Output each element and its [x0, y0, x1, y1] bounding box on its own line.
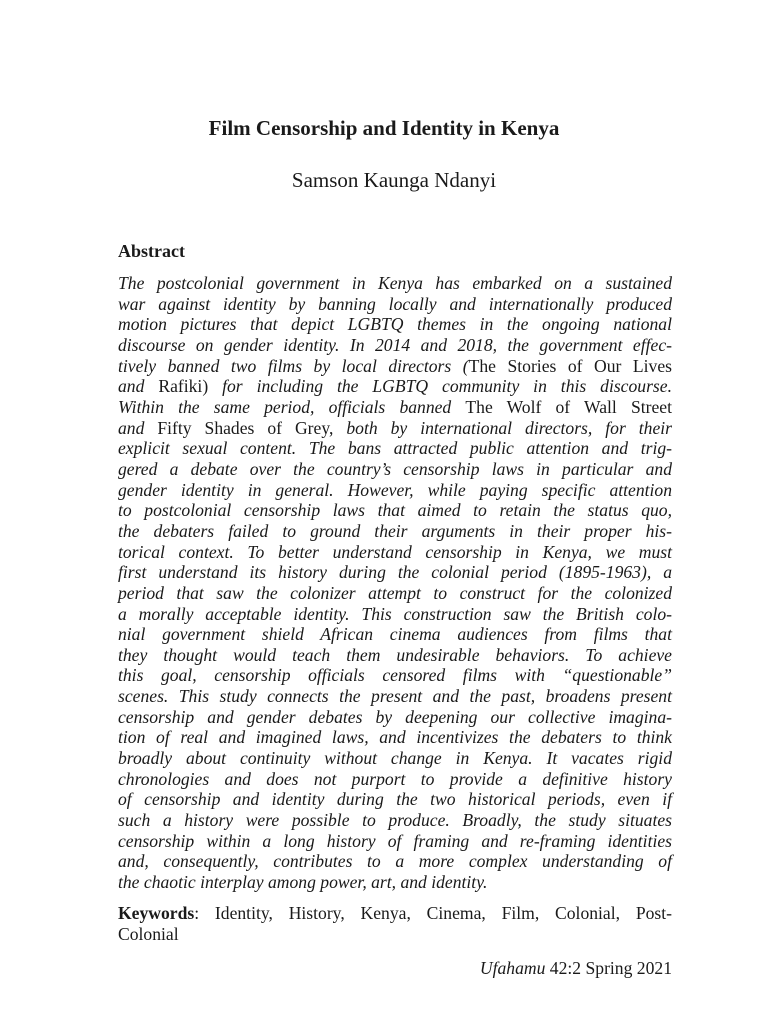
abstract-text: and: [118, 376, 159, 397]
abstract-line: [118, 810, 672, 831]
keywords-list: : Identity, History, Kenya, Cinema, Film, Colonial, Post-: [194, 903, 672, 923]
abstract-text: explicit sexual content. The bans attracted public attention and trig-: [118, 438, 672, 459]
abstract-text: the debaters failed to ground their arguments in their proper his-: [118, 520, 672, 541]
journal-issue: 42:2 Spring 2021: [545, 958, 672, 978]
film-title: ): [202, 376, 223, 397]
abstract-line: [118, 562, 672, 583]
film-title: The Wolf of Wall Street: [465, 396, 672, 417]
keywords-line: [118, 903, 672, 924]
abstract-line: [118, 314, 672, 335]
abstract-text: such a history were possible to produce. Broadly, the study situates: [118, 810, 672, 831]
film-title: The Stories of Our Lives: [468, 355, 672, 376]
abstract-text: of censorship and identity during the two historical periods, even if: [118, 789, 672, 810]
abstract-line: [118, 438, 672, 459]
abstract-text: to postcolonial censorship laws that aimed to retain the status quo,: [118, 500, 672, 521]
abstract-text: nial government shield African cinema audiences from films that: [118, 624, 672, 645]
abstract-line: [118, 542, 672, 563]
abstract-line: [118, 789, 672, 810]
abstract-text: they thought would teach them undesirable behaviors. To achieve: [118, 644, 672, 665]
film-title: Fifty Shades of Grey: [157, 417, 329, 438]
abstract-text: war against identity by banning locally and internationally produced: [118, 293, 672, 314]
abstract-text: tively banned two films by local directors (: [118, 355, 469, 376]
abstract-line: [118, 686, 672, 707]
abstract-line: [118, 418, 672, 439]
keywords-line-continued: Colonial: [118, 924, 179, 944]
abstract-line: [118, 769, 672, 790]
abstract-text: chronologies and does not purport to provide a definitive history: [118, 768, 672, 789]
film-title: Rafiki: [158, 376, 203, 397]
abstract-line: [118, 727, 672, 748]
abstract-text: torical context. To better understand censorship in Kenya, we must: [118, 541, 672, 562]
abstract-line: [118, 273, 672, 294]
abstract-text: this goal, censorship officials censored films with “questionable”: [118, 665, 672, 686]
abstract-line: [118, 480, 672, 501]
abstract-line: [118, 335, 672, 356]
abstract-line: [118, 748, 672, 769]
abstract-text: and, consequently, contributes to a more complex understanding of: [118, 851, 672, 872]
abstract-text: motion pictures that depict LGBTQ themes in the ongoing national: [118, 314, 672, 335]
abstract-text: gender identity in general. However, while paying specific attention: [118, 479, 672, 500]
abstract-text: for including the LGBTQ community in this discourse.: [222, 376, 672, 397]
keywords-block: [118, 903, 672, 945]
abstract-text: first understand its history during the colonial period (1895-1963), a: [118, 562, 672, 583]
abstract-line: [118, 665, 672, 686]
journal-citation: [480, 957, 672, 979]
film-title: ,: [329, 417, 347, 438]
abstract-text: censorship within a long history of framing and re-framing identities: [118, 830, 672, 851]
abstract-line: [118, 583, 672, 604]
abstract-line: [118, 707, 672, 728]
author-name: Samson Kaunga Ndanyi: [291, 168, 497, 192]
abstract-line: [118, 645, 672, 666]
abstract-text: Within the same period, officials banned: [118, 396, 466, 417]
abstract-text: and: [118, 417, 158, 438]
abstract-line: [118, 376, 672, 397]
abstract-line: [118, 872, 672, 893]
abstract-line: [118, 397, 672, 418]
abstract-line: [118, 851, 672, 872]
abstract-line: [118, 624, 672, 645]
journal-name: Ufahamu: [479, 958, 546, 978]
abstract-text: censorship and gender debates by deepening our collective imagina-: [118, 706, 672, 727]
abstract-line: [118, 294, 672, 315]
abstract-text: both by international directors, for their: [346, 417, 672, 438]
abstract-line: [118, 500, 672, 521]
abstract-line: [118, 356, 672, 377]
abstract-text: gered a debate over the country’s censorship laws in particular and: [118, 458, 672, 479]
abstract-line: [118, 459, 672, 480]
abstract-line: [118, 831, 672, 852]
paper-title: Film Censorship and Identity in Kenya: [208, 116, 560, 140]
keywords-label: Keywords: [118, 903, 195, 923]
abstract-text: period that saw the colonizer attempt to construct for the colonized: [118, 582, 672, 603]
abstract-text: the chaotic interplay among power, art, and identity.: [118, 872, 488, 893]
abstract-text: tion of real and imagined laws, and incentivizes the debaters to think: [118, 727, 672, 748]
abstract-text: a morally acceptable identity. This construction saw the British colo-: [118, 603, 672, 624]
abstract-text: broadly about continuity without change in Kenya. It vacates rigid: [118, 748, 672, 769]
abstract-line: [118, 521, 672, 542]
abstract-heading: Abstract: [118, 241, 185, 261]
abstract-text: scenes. This study connects the present and the past, broadens present: [118, 686, 672, 707]
abstract-line: [118, 604, 672, 625]
abstract-text: The postcolonial government in Kenya has embarked on a sustained: [118, 273, 672, 293]
abstract-text: discourse on gender identity. In 2014 and 2018, the government effec-: [118, 334, 672, 355]
abstract-body: [118, 273, 672, 893]
